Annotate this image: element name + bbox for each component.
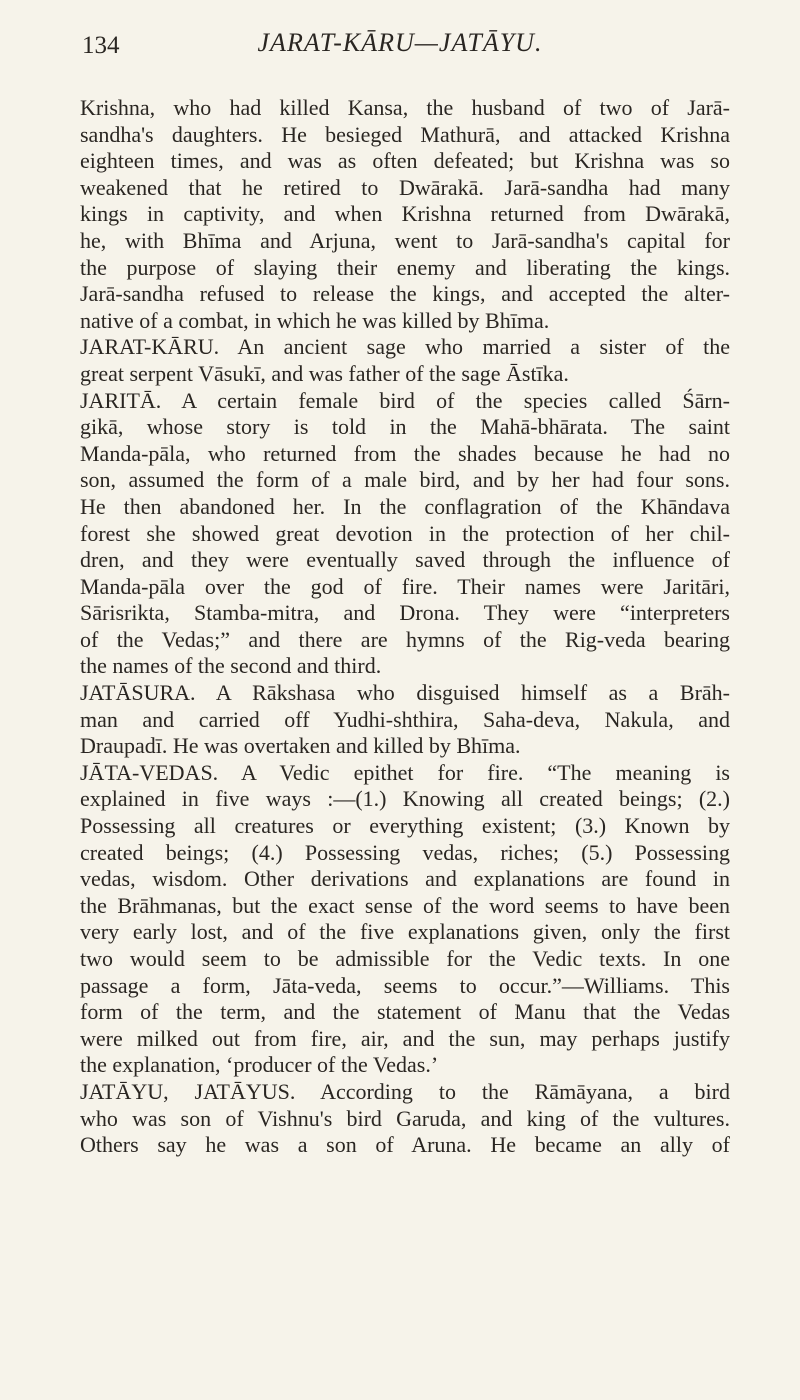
text-line: Possessing all creatures or everything existent; (3.) Known by <box>80 813 730 839</box>
text-line: eighteen times, and was as often defeated; but Krishna was so <box>80 148 730 174</box>
text-line: son, assumed the form of a male bird, and by her had four sons. <box>80 467 730 493</box>
text-line: man and carried off Yudhi-shthira, Saha-deva, Nakula, and <box>80 706 730 732</box>
text-line: forest she showed great devotion in the protection of her chil- <box>80 520 730 546</box>
text-line: the purpose of slaying their enemy and liberating the kings. <box>80 254 730 280</box>
text-line: created beings; (4.) Possessing vedas, riches; (5.) Possessing <box>80 839 730 865</box>
text-line: Manda-pāla over the god of fire. Their names were Jaritāri, <box>80 573 730 599</box>
text-line: gikā, whose story is told in the Mahā-bhārata. The saint <box>80 414 730 440</box>
text-line: He then abandoned her. In the conflagration of the Khāndava <box>80 493 730 519</box>
text-line: very early lost, and of the five explanations given, only the first <box>80 919 730 945</box>
text-line: the explanation, ‘producer of the Vedas.’ <box>80 1052 439 1078</box>
text-line: native of a combat, in which he was killed by Bhīma. <box>80 307 550 333</box>
running-head: JARAT-KĀRU—JATĀYU. <box>257 28 543 57</box>
entry-jatasura: JATĀSURA. A Rākshasa who disguised himself as a Brāh- <box>80 680 730 706</box>
text-line: great serpent Vāsukī, and was father of the sage Āstīka. <box>80 360 569 386</box>
text-line: passage a form, Jāta-veda, seems to occur.”—Williams. This <box>80 972 730 998</box>
text-line: vedas, wisdom. Other derivations and explanations are found in <box>80 866 730 892</box>
text-line: Others say he was a son of Aruna. He became an ally of <box>80 1132 730 1158</box>
text-line: Draupadī. He was overtaken and killed by Bhīma. <box>80 733 521 759</box>
entry-jatayu: JATĀYU, JATĀYUS. According to the Rāmāyana, a bird <box>80 1078 730 1104</box>
text-line: who was son of Vishnu's bird Garuda, and king of the vultures. <box>80 1105 730 1131</box>
page-number: 134 <box>82 32 120 59</box>
text-line: dren, and they were eventually saved through the influence of <box>80 547 730 573</box>
entry-jarat-karu: JARAT-KĀRU. An ancient sage who married a sister of the <box>80 334 730 360</box>
text-line: were milked out from fire, air, and the sun, may perhaps justify <box>80 1025 730 1051</box>
body-text <box>80 95 730 1159</box>
text-line: Manda-pāla, who returned from the shades because he had no <box>80 440 730 466</box>
page-header <box>70 12 730 68</box>
text-line: sandha's daughters. He besieged Mathurā, and attacked Krishna <box>80 121 730 147</box>
text-line: kings in captivity, and when Krishna returned from Dwārakā, <box>80 201 730 227</box>
text-line: Sārisrikta, Stamba-mitra, and Drona. They were “interpreters <box>80 600 730 626</box>
text-line: the names of the second and third. <box>80 653 382 679</box>
text-line: weakened that he retired to Dwārakā. Jarā-sandha had many <box>80 174 730 200</box>
text-line: two would seem to be admissible for the Vedic texts. In one <box>80 946 730 971</box>
text-line: form of the term, and the statement of Manu that the Vedas <box>80 999 730 1025</box>
entry-jarita: JARITĀ. A certain female bird of the species called Śārn- <box>80 387 730 413</box>
text-line: he, with Bhīma and Arjuna, went to Jarā-sandha's capital for <box>80 227 730 253</box>
text-line: explained in five ways :—(1.) Knowing all created beings; (2.) <box>80 786 730 812</box>
text-line: of the Vedas;” and there are hymns of the Rig-veda bearing <box>80 626 730 652</box>
entry-jata-vedas: JĀTA-VEDAS. A Vedic epithet for fire. “The meaning is <box>80 759 730 785</box>
text-line: the Brāhmanas, but the exact sense of the word seems to have been <box>80 892 730 918</box>
text-line: Jarā-sandha refused to release the kings, and accepted the alter- <box>80 281 730 307</box>
text-line: Krishna, who had killed Kansa, the husband of two of Jarā- <box>80 95 730 120</box>
